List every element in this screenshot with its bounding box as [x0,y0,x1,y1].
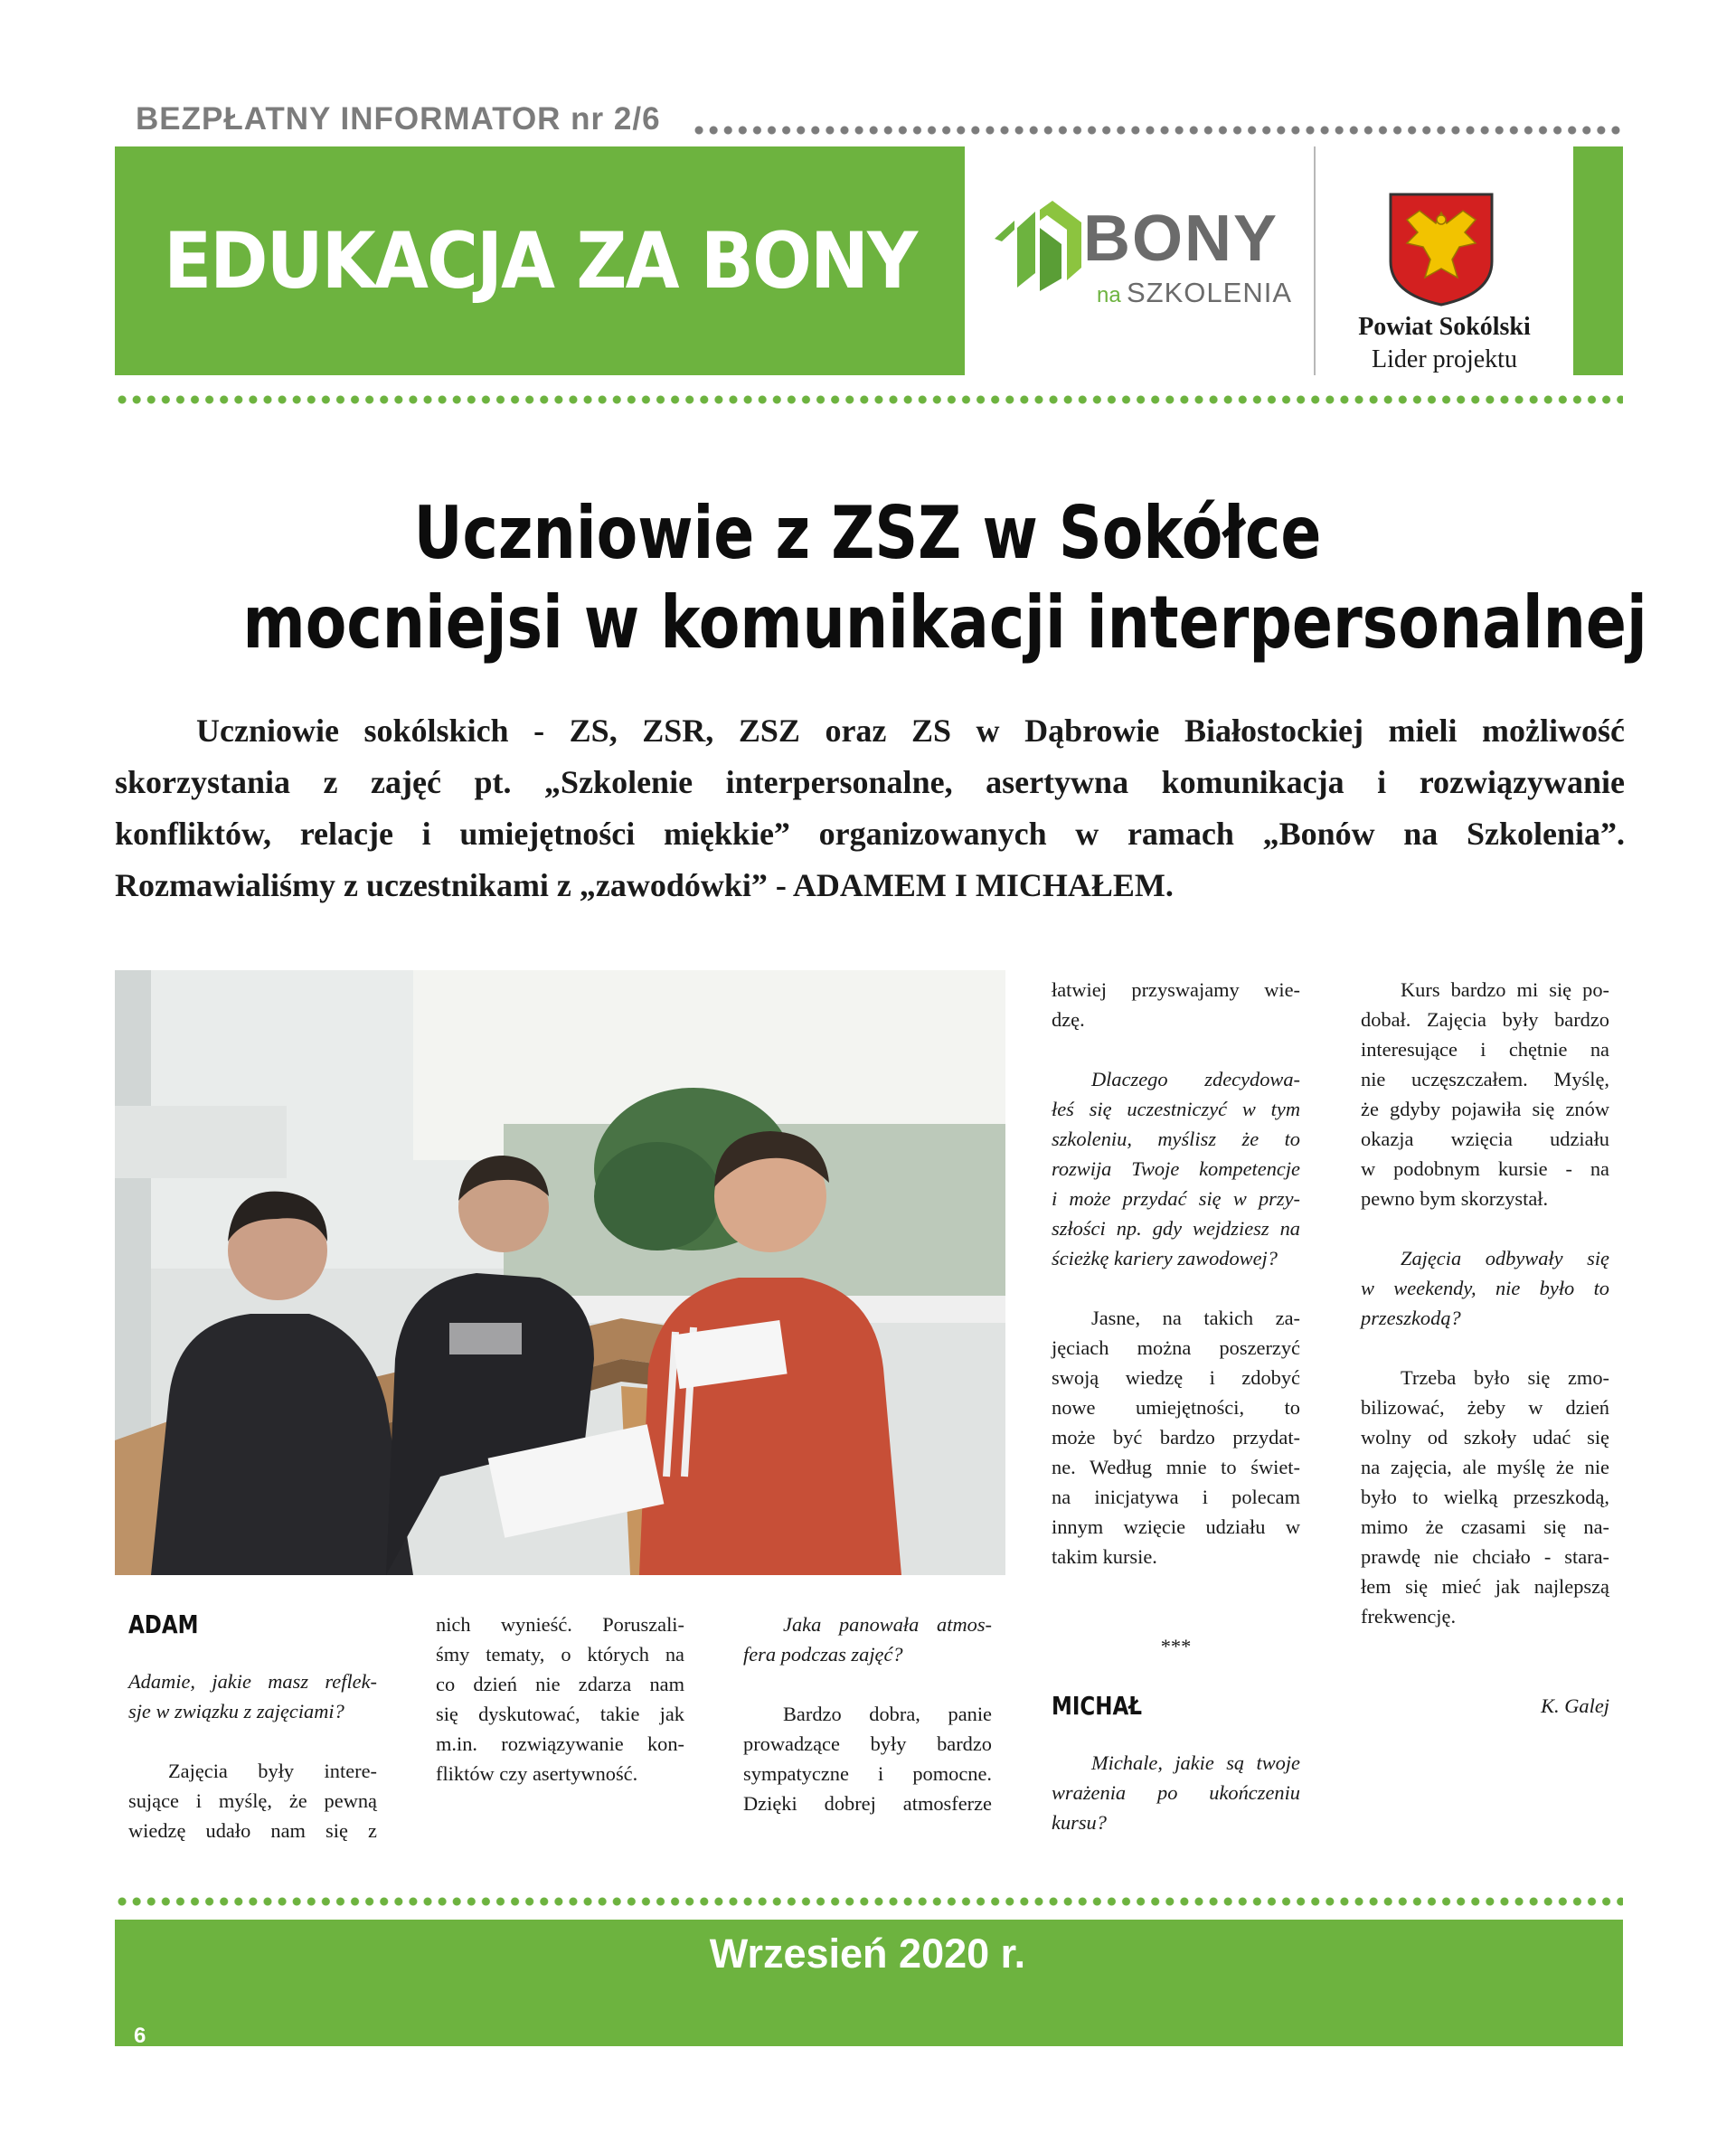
answer [743,1699,992,1818]
question-line: ścieżkę kariery zawodowej? [1052,1247,1278,1269]
question-line: Adamie, jakie masz reflek- [128,1670,377,1693]
answer-line: okazja wzięcia udziału [1361,1128,1609,1150]
text-line: fliktów czy asertywność. [436,1762,638,1785]
question-line: przeszkodą? [1361,1307,1461,1329]
answer [1361,975,1609,1213]
answer-line: było to wielką przeszkodą, [1361,1486,1609,1508]
header-top-dots [692,126,1623,135]
answer-line: Kurs bardzo mi się po- [1401,978,1609,1001]
lead-line: konfliktów, relacje i umiejętności miękkie” organizowanych w ramach „Bonów na Szkolenia”. [115,816,1625,852]
header-divider [1314,146,1316,375]
question [1361,1243,1609,1333]
answer-line: prowadzące były bardzo [743,1732,992,1755]
answer-line: w podobnym kursie - na [1361,1157,1609,1180]
question-line: łeś się uczestniczyć w tym [1052,1098,1300,1120]
answer-line: mimo że czasami się na- [1361,1515,1609,1538]
answer-line: interesujące i chętnie na [1361,1038,1609,1061]
banner-title: EDUKACJA ZA BONY [163,215,917,307]
answer-line: ne. Według mnie to świet- [1052,1456,1300,1478]
answer-line: nie uczęszczałem. Myślę, [1361,1068,1609,1090]
answer-line: prawdę nie chciało - stara- [1361,1545,1609,1568]
answer [128,1756,377,1845]
column-3 [743,1609,992,1818]
answer-line: może być bardzo przydat- [1052,1426,1300,1449]
question-line: fera podczas zajęć? [743,1643,903,1666]
question-line: w weekendy, nie było to [1361,1277,1609,1299]
answer-line: wiedzę udało nam się z [128,1819,377,1842]
answer-line: na inicjatywa i polecam [1052,1486,1300,1508]
footer-dots [115,1897,1623,1906]
question-line: kursu? [1052,1811,1107,1834]
answer-line: jęciach można poszerzyć [1052,1336,1300,1359]
answer-line: frekwencję. [1361,1605,1457,1628]
answer-line: takim kursie. [1052,1545,1157,1568]
article-headline [115,488,1647,667]
page-number: 6 [134,2024,146,2048]
issue-date: Wrzesień 2020 r. [709,1930,1026,1977]
question-line: wrażenia po ukończeniu [1052,1781,1300,1804]
coat-of-arms-icon [1389,193,1494,307]
answer-line: Zajęcia były intere- [168,1760,377,1782]
interviewee-name: ADAM [128,1609,199,1639]
answer-line: swoją wiedzę i zdobyć [1052,1366,1300,1389]
newsletter-label: BEZPŁATNY INFORMATOR nr 2/6 [136,101,661,137]
header-bottom-dots [115,395,1623,404]
question [1052,1064,1300,1273]
answer-line: sympatyczne i pomocne. [743,1762,992,1785]
bony-logo-szkolenia: SZKOLENIA [1127,277,1292,308]
classroom-photo-image [115,970,1005,1575]
answer-line: bilizować, żeby w dzień [1361,1396,1609,1419]
answer-line: Bardzo dobra, panie [783,1703,992,1725]
answer-line: łem się mieć jak najlepszą [1361,1575,1609,1598]
bony-logo-na: na [1097,283,1121,307]
answer-line: Jasne, na takich za- [1091,1307,1300,1329]
banner-title-wrap [115,146,965,375]
article-photo [115,970,1005,1575]
answer-continued [1052,975,1300,1034]
section-separator: *** [1160,1635,1192,1657]
bony-logo-icon [995,201,1085,291]
lead-line: Uczniowie sokólskich - ZS, ZSR, ZSZ oraz ZS w Dąbrowie Białostockiej mieli możliwość [196,713,1625,749]
text-line: m.in. rozwiązywanie kon- [436,1732,684,1755]
answer-line: pewno bym skorzystał. [1361,1187,1549,1210]
answer [1052,1303,1300,1571]
question-line: rozwija Twoje kompetencje [1052,1157,1300,1180]
text-line: śmy tematy, o których na [436,1643,684,1666]
question-line: Jaka panowała atmos- [783,1613,992,1636]
headline-line-1: Uczniowie z ZSZ w Sokółce [413,491,1322,575]
question-line: sje w związku z zajęciami? [128,1700,344,1722]
bony-logo-word: BONY [1083,203,1279,275]
answer-line: sujące i myślę, że pewną [128,1789,377,1812]
interviewee-name: MICHAŁ [1052,1691,1142,1721]
answer-line: innym wzięcie udziału w [1052,1515,1300,1538]
answer-line: że gdyby pojawiła się znów [1361,1098,1609,1120]
column-4 [1052,975,1300,1837]
question [1052,1748,1300,1837]
column-1 [128,1609,377,1845]
answer-line: dobał. Zajęcia były bardzo [1361,1008,1609,1031]
column-2 [436,1609,684,1789]
lead-line: Rozmawialiśmy z uczestnikami z „zawodówki” - ADAMEM I MICHAŁEM. [115,867,1174,903]
question-line: szkoleniu, myślisz że to [1052,1128,1300,1150]
article-lead [115,705,1625,911]
answer-line: nowe umiejętności, to [1052,1396,1300,1419]
question [128,1666,377,1726]
answer-line: Trzeba było się zmo- [1401,1366,1609,1389]
text-line: się dyskutować, takie jak [436,1703,684,1725]
partner-name: Powiat Sokólski [1358,313,1531,341]
partner-role: Lider projektu [1372,345,1517,373]
question-line: Zajęcia odbywały się [1401,1247,1609,1269]
answer-line: na zajęcia, ale myślę że nie [1361,1456,1609,1478]
question-line: i może przydać się w przy- [1052,1187,1300,1210]
text-line: nich wynieść. Poruszali- [436,1613,684,1636]
answer-line: dzę. [1052,1008,1085,1031]
question-line: Michale, jakie są twoje [1091,1751,1300,1774]
question [743,1609,992,1669]
question-line: Dlaczego zdecydowa- [1091,1068,1300,1090]
headline-line-2: mocniejsi w komunikacji interpersonalnej [242,580,1647,665]
answer-line: Dzięki dobrej atmosferze [743,1792,992,1815]
author-signature: K. Galej [1541,1694,1609,1717]
answer-line: łatwiej przyswajamy wie- [1052,978,1300,1001]
question-line: szłości np. gdy wejdziesz na [1052,1217,1300,1240]
answer-line: wolny od szkoły udać się [1361,1426,1609,1449]
lead-line: skorzystania z zajęć pt. „Szkolenie interpersonalne, asertywna komunikacja i rozwiązywanie [115,764,1625,800]
column-5 [1361,975,1609,1721]
text-line: co dzień nie zdarza nam [436,1673,684,1695]
header-right-bar [1573,146,1623,375]
answer [1361,1363,1609,1631]
